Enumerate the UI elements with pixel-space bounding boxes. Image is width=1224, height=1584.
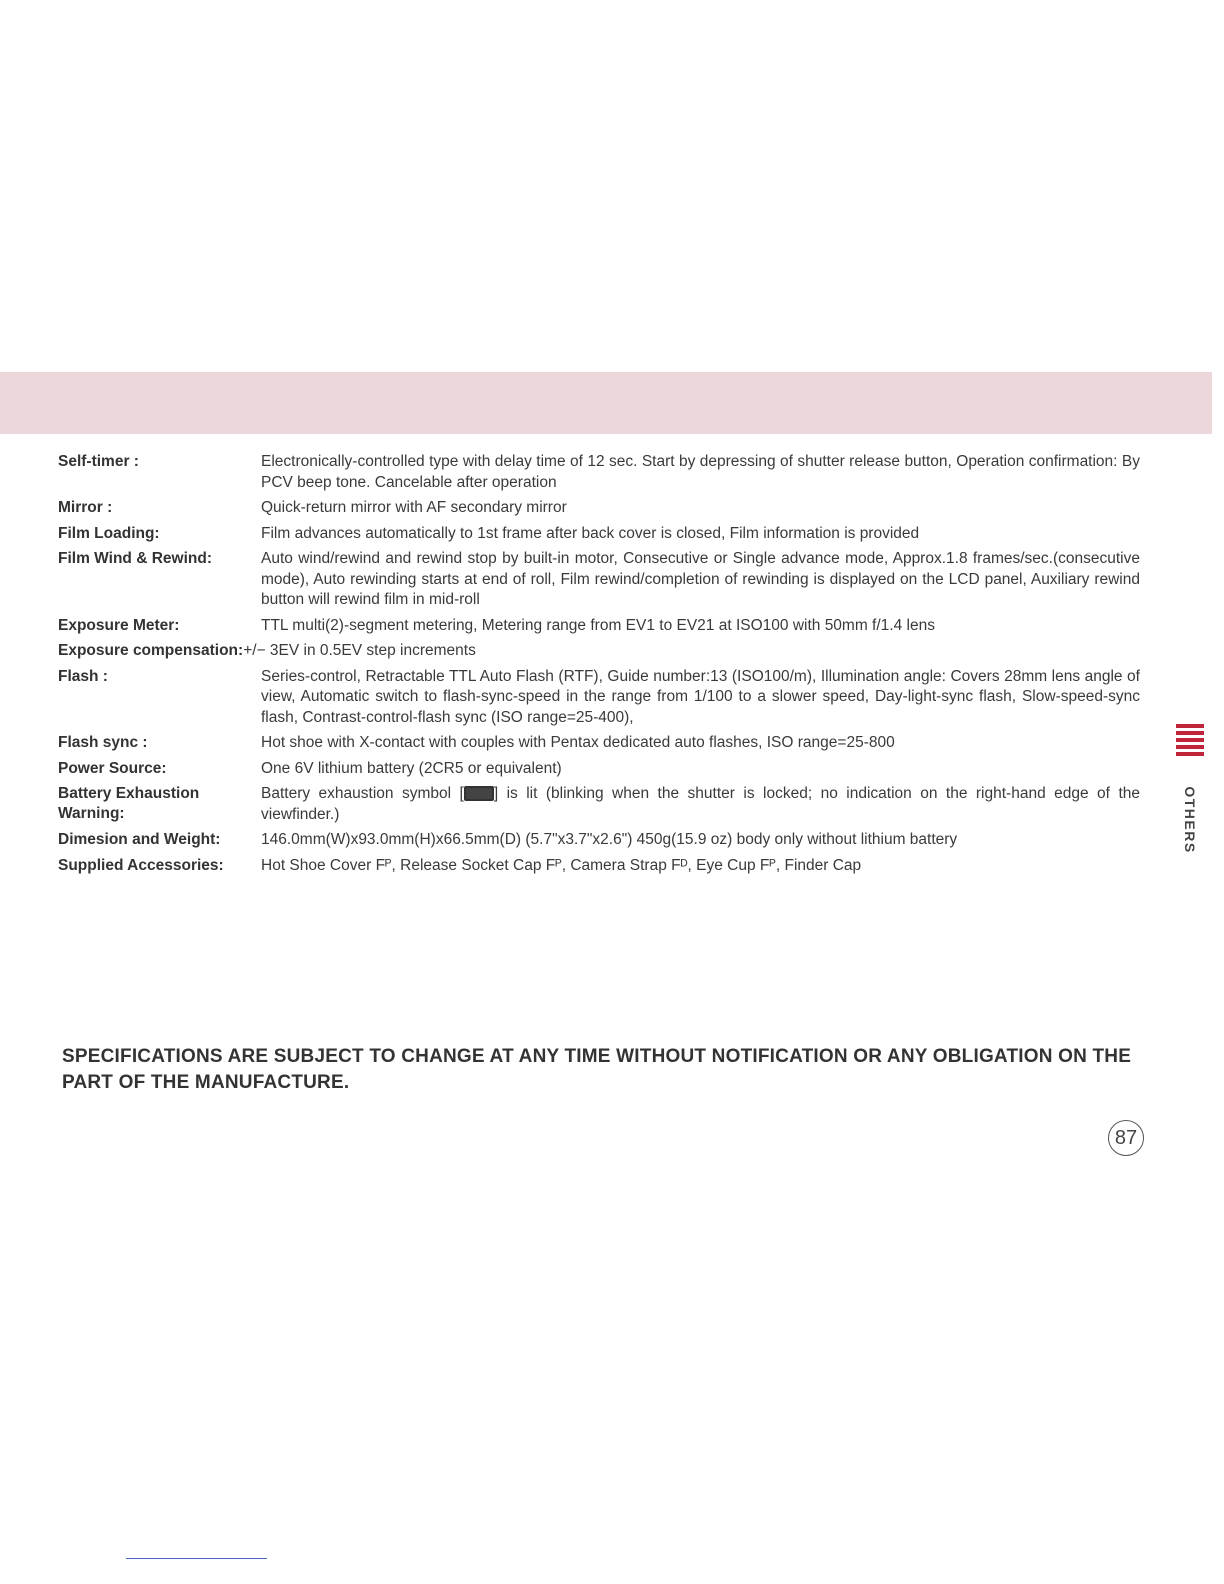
spec-label: Self-timer : [58,453,139,470]
spec-row-accessories [58,856,1140,877]
spec-row-self-timer [58,452,1140,493]
spec-label: Flash : [58,667,108,685]
spec-row-film-wind-rewind [58,549,1140,611]
spec-table [58,452,1140,881]
spec-value: Auto wind/rewind and rewind stop by built-in motor, Consecutive or Single advance mode, Approx.1.8 frames/sec.(consecutive mode), Auto rewinding starts at end of roll, Film rewind/completion of rewinding is displayed on the LCD panel, Auxiliary rewind button will rewind film in mid-roll [261,550,1140,608]
spec-value: TTL multi(2)-segment metering, Metering range from EV1 to EV21 at ISO100 with 50mm f/1.4 lens [261,616,935,634]
specifications-disclaimer: SPECIFICATIONS ARE SUBJECT TO CHANGE AT ANY TIME WITHOUT NOTIFICATION OR ANY OBLIGATION ON THE PART OF THE MANUFACTURE. [62,1046,1132,1093]
spec-row-exposure-compensation [58,641,1140,662]
divider [126,1558,267,1559]
spec-row-exposure-meter [58,616,1140,637]
spec-value: Film advances automatically to 1st frame after back cover is closed, Film information is provided [261,524,920,542]
spec-value: 146.0mm(W)x93.0mm(H)x66.5mm(D) (5.7"x3.7"x2.6") 450g(15.9 oz) body only without lithium battery [261,831,958,848]
section-tab [1172,724,1212,864]
page-number: 87 [1108,1120,1144,1156]
spec-label: Flash sync : [58,734,148,751]
spec-value: One 6V lithium battery (2CR5 or equivalent) [261,759,562,777]
spec-value-part: Battery exhaustion symbol [ [261,785,464,802]
spec-label: Exposure compensation: [58,642,244,659]
spec-value: Hot Shoe Cover Fᴾ, Release Socket Cap Fᴾ, Camera Strap Fᴰ, Eye Cup Fᴾ, Finder Cap [261,856,862,874]
spec-label: Power Source: [58,759,167,777]
spec-label: Mirror : [58,499,113,516]
section-tab-marker-icon [1176,724,1204,759]
spec-label: Film Loading: [58,524,160,542]
spec-value: Series-control, Retractable TTL Auto Flash (RTF), Guide number:13 (ISO100/m), Illumination angle: Covers 28mm lens angle of view, Automatic switch to flash-sync-speed in the range from 1/100 to a slower speed, Day-light-sync flash, Slow-speed-sync flash, Contrast-control-flash sync (ISO range=25-400), [261,667,1140,726]
spec-label: Dimesion and Weight: [58,831,221,848]
spec-label: Battery Exhaustion Warning: [58,785,200,822]
spec-row-film-loading [58,524,1140,545]
spec-row-power-source [58,759,1140,780]
spec-row-dimension-weight [58,830,1140,851]
section-tab-label: OTHERS [1182,786,1198,854]
spec-row-flash [58,667,1140,729]
spec-label: Supplied Accessories: [58,856,224,874]
header-band [0,372,1212,434]
spec-row-flash-sync [58,733,1140,754]
spec-value: Hot shoe with X-contact with couples with Pentax dedicated auto flashes, ISO range=25-800 [261,734,895,751]
battery-icon [464,786,494,801]
spec-label: Film Wind & Rewind: [58,550,212,567]
spec-value: Electronically-controlled type with delay time of 12 sec. Start by depressing of shutter release button, Operation confirmation: By PCV beep tone. Cancelable after operation [261,453,1140,491]
spec-row-mirror [58,498,1140,519]
spec-value: Quick-return mirror with AF secondary mirror [261,499,567,516]
spec-value-part: ] is lit (blinking when the shutter is locked; no indication on the right-hand edge of the viewfinder.) [261,785,1140,823]
spec-label: Exposure Meter: [58,616,180,634]
spec-value: +/− 3EV in 0.5EV step increments [243,642,476,659]
spec-row-battery-warning [58,784,1140,825]
spec-value [261,784,1140,825]
